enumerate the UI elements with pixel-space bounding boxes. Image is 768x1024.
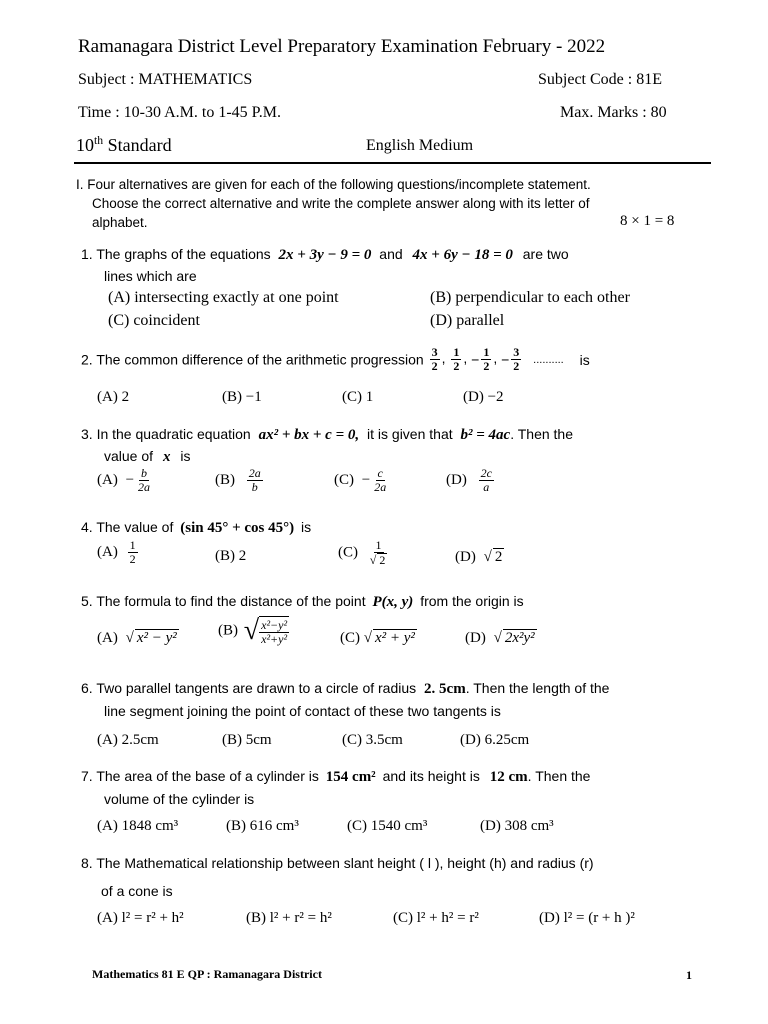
fraction: $\frac{\text{x²−y²}}{\text{x²+y²}}$	[261, 618, 288, 646]
q5-option-d: (D) √ 2x²y²	[465, 630, 535, 646]
q2-option-a: (A) 2	[97, 389, 130, 405]
q4-option-c: (C) $\frac{1}{√ 2}$	[338, 539, 391, 567]
fraction: $\frac{3}{2}$	[431, 345, 438, 373]
question-5: 5. The formula to find the distance of the point P(x, y) from the origin is	[81, 593, 524, 610]
question-6-line2: line segment joining the point of contact of these two tangents is	[104, 703, 501, 719]
q1-option-a: (A) intersecting exactly at one point	[108, 289, 339, 306]
q6-option-c: (C) 3.5cm	[342, 732, 403, 748]
q3-option-d: (D) $\frac{2c}{a}$	[446, 466, 492, 494]
fraction: $\frac{1}{√ 2}$	[369, 538, 386, 567]
q8-option-c: (C) l² + h² = r²	[393, 910, 479, 926]
section-instruction-line2: Choose the correct alternative and write the complete answer along with its letter of	[92, 196, 590, 211]
q5-option-a: (A) √ x² − y²	[97, 630, 177, 646]
q7-option-b: (B) 616 cm³	[226, 818, 299, 834]
question-8-line2: of a cone is	[101, 883, 173, 899]
q6-option-b: (B) 5cm	[222, 732, 272, 748]
q3-option-b: (B) $\frac{2a}{b}$	[215, 466, 261, 494]
q7-option-c: (C) 1540 cm³	[347, 818, 428, 834]
question-3: 3. In the quadratic equation ax² + bx + c = 0, it is given that b² = 4ac. Then the	[81, 426, 574, 443]
q1-option-b: (B) perpendicular to each other	[430, 289, 630, 306]
q2-option-d: (D) −2	[463, 389, 504, 405]
question-1: 1. The graphs of the equations 2x + 3y − 9 = 0 and 4x + 6y − 18 = 0 are two	[81, 246, 569, 263]
q3-option-a: (A) − $\frac{b}{2a}$	[97, 466, 151, 494]
q8-option-b: (B) l² + r² = h²	[246, 910, 332, 926]
page-number: 1	[686, 968, 692, 982]
q2-option-c: (C) 1	[342, 389, 374, 405]
section-instruction-line3: alphabet.	[92, 215, 148, 230]
fraction: $\frac{1}{2}$	[483, 345, 490, 373]
question-8: 8. The Mathematical relationship between slant height ( l ), height (h) and radius (r)	[81, 855, 594, 871]
section-marks: 8 × 1 = 8	[620, 213, 675, 229]
fraction: $\frac{3}{2}$	[513, 345, 520, 373]
fraction: $\frac{b}{2a}$	[138, 466, 151, 494]
question-4: 4. The value of (sin 45° + cos 45°) is	[81, 519, 312, 536]
fraction: $\frac{c}{2a}$	[374, 466, 387, 494]
q4-option-d: (D) √ 2	[455, 549, 503, 565]
standard: 10th Standard	[76, 134, 172, 155]
max-marks: Max. Marks : 80	[560, 104, 667, 121]
fraction: $\frac{2c}{a}$	[480, 466, 492, 494]
q5-option-b: (B) √ $\frac{\text{x²−y²}}{\text{x²+y²}}$	[218, 615, 288, 646]
q8-option-a: (A) l² = r² + h²	[97, 910, 184, 926]
q2-option-b: (B) −1	[222, 389, 262, 405]
exam-time: Time : 10-30 A.M. to 1-45 P.M.	[78, 104, 281, 121]
question-1-line2: lines which are	[104, 268, 197, 284]
q1-option-c: (C) coincident	[108, 312, 200, 329]
header-divider	[74, 162, 711, 164]
question-2: 2. The common difference of the arithmetic progression $\frac{3}{2}$ , $\frac{1}{2}$ , − $\frac{1}{2}$ , − $\frac{3}{2}$ .......... is	[81, 345, 590, 373]
fraction: $\frac{2a}{b}$	[248, 466, 261, 494]
q4-option-a: (A) $\frac{1}{2}$	[97, 538, 136, 566]
q4-option-b: (B) 2	[215, 548, 247, 564]
q7-option-a: (A) 1848 cm³	[97, 818, 179, 834]
question-7-line2: volume of the cylinder is	[104, 791, 255, 807]
fraction: $\frac{1}{2}$	[453, 345, 460, 373]
medium: English Medium	[366, 137, 474, 154]
q7-option-d: (D) 308 cm³	[480, 818, 554, 834]
footer-label: Mathematics 81 E QP : Ramanagara District	[92, 967, 322, 981]
fraction: $\frac{1}{2}$	[129, 538, 136, 566]
question-7: 7. The area of the base of a cylinder is 154 cm² and its height is 12 cm. Then the	[81, 768, 591, 785]
question-6: 6. Two parallel tangents are drawn to a circle of radius 2. 5cm. Then the length of the	[81, 680, 610, 697]
section-instruction-line1: I. Four alternatives are given for each of the following questions/incomplete statement.	[76, 177, 591, 192]
q6-option-d: (D) 6.25cm	[460, 732, 530, 748]
subject-label: Subject : MATHEMATICS	[78, 71, 253, 88]
q5-option-c: (C) √ x² + y²	[340, 630, 415, 646]
q8-option-d: (D) l² = (r + h )²	[539, 910, 635, 926]
q6-option-a: (A) 2.5cm	[97, 732, 159, 748]
exam-title: Ramanagara District Level Preparatory Examination February - 2022	[78, 36, 606, 57]
question-3-line2: value of x is	[104, 448, 191, 465]
q1-option-d: (D) parallel	[430, 312, 505, 329]
subject-code: Subject Code : 81E	[538, 71, 662, 88]
q3-option-c: (C) − $\frac{c}{2a}$	[334, 466, 387, 494]
